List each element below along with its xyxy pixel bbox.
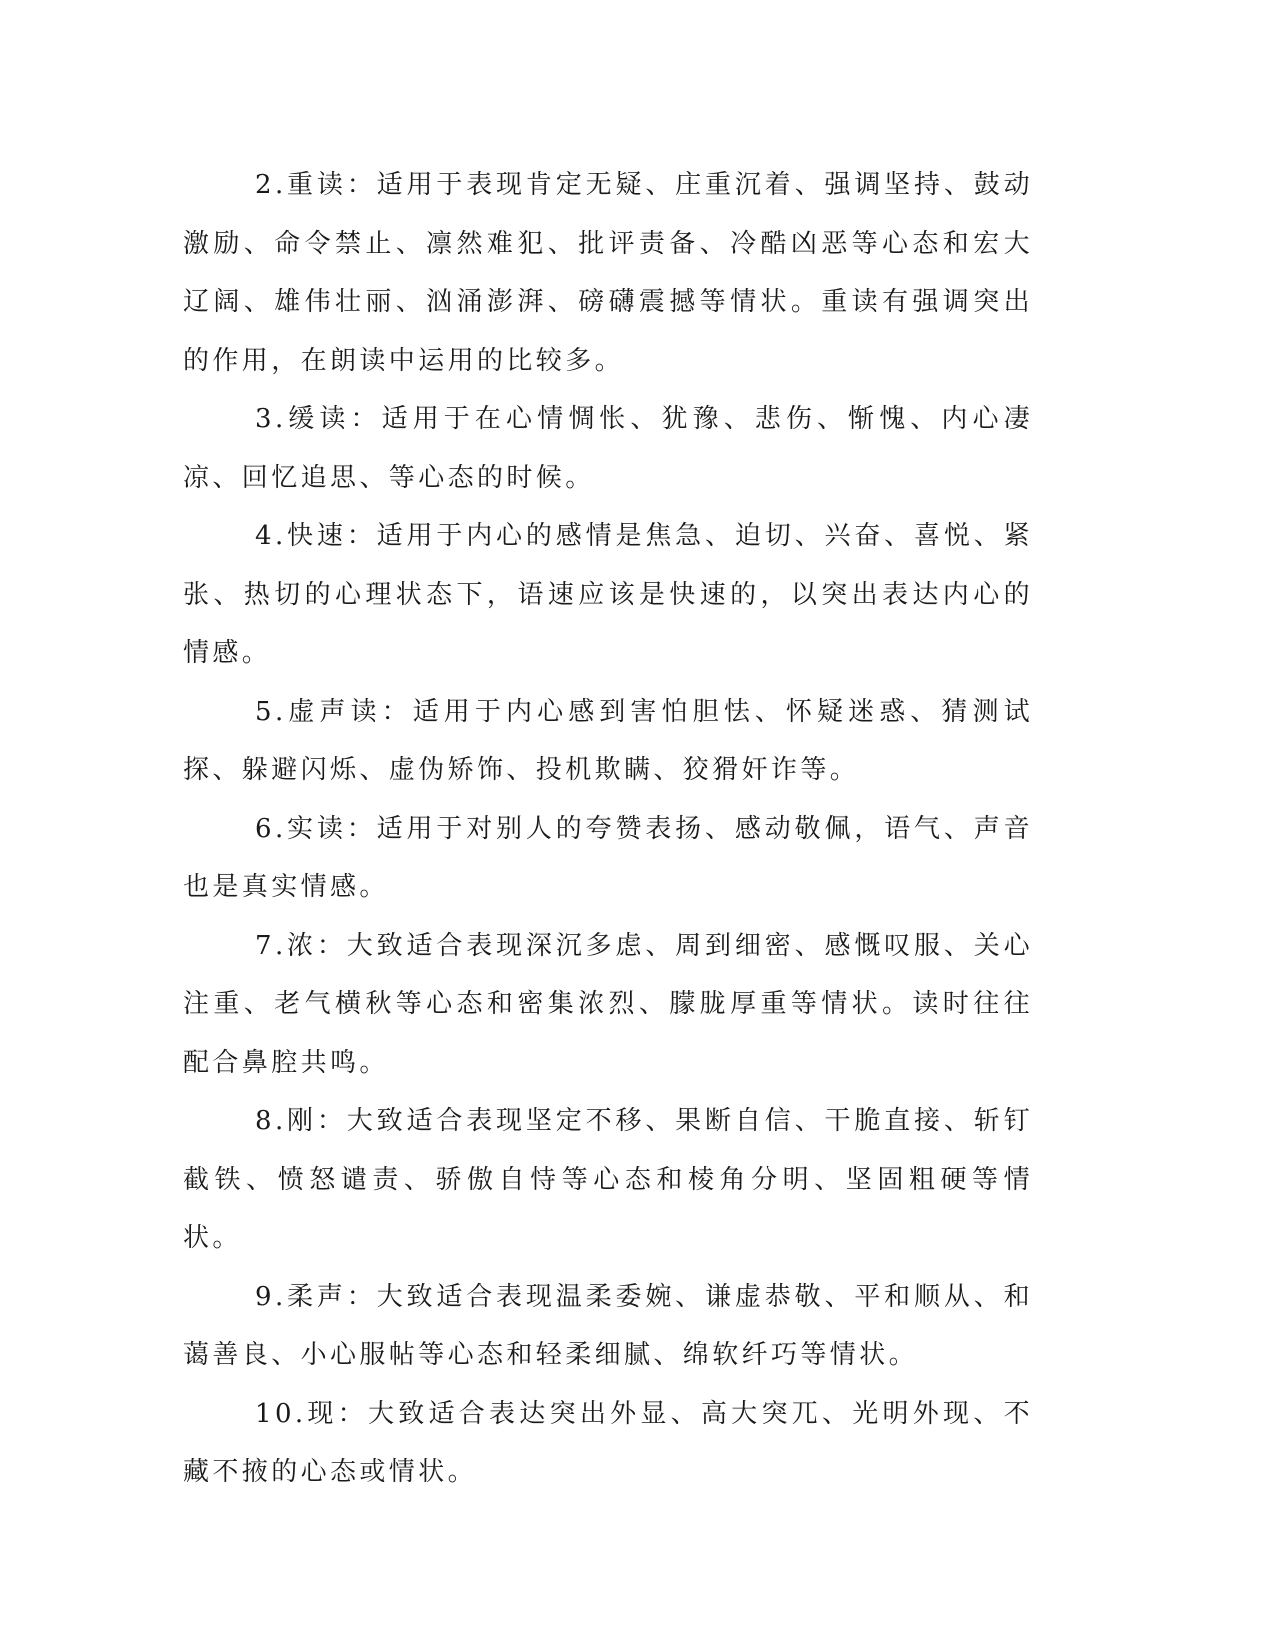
paragraph-10-bright-voice: 10.现：大致适合表达突出外显、高大突兀、光明外现、不藏不掖的心态或情状。: [183, 1398, 1033, 1487]
document-body: [183, 156, 1033, 1502]
paragraph-8-firm-voice: 8.刚：大致适合表现坚定不移、果断自信、干脆直接、斩钉截铁、愤怒谴责、骄傲自恃等心态和棱角分明、坚固粗硬等情状。: [183, 1106, 1033, 1253]
paragraph-2-stress-reading: 2.重读：适用于表现肯定无疑、庄重沉着、强调坚持、鼓动激励、命令禁止、凛然难犯、批评责备、冷酷凶恶等心态和宏大辽阔、雄伟壮丽、汹涌澎湃、磅礴震撼等情状。重读有强调突出的作用，在朗读中运用的比较多。: [183, 170, 1033, 376]
paragraph-3-slow-reading: 3.缓读：适用于在心情惆怅、犹豫、悲伤、惭愧、内心凄凉、回忆追思、等心态的时候。: [183, 404, 1033, 493]
paragraph-5-breathy-reading: 5.虚声读：适用于内心感到害怕胆怯、怀疑迷惑、猜测试探、躲避闪烁、虚伪矫饰、投机欺瞒、狡猾奸诈等。: [183, 696, 1033, 785]
paragraph-6-solid-reading: 6.实读：适用于对别人的夸赞表扬、感动敬佩，语气、声音也是真实情感。: [183, 813, 1033, 902]
paragraph-7-thick-voice: 7.浓：大致适合表现深沉多虑、周到细密、感慨叹服、关心注重、老气横秋等心态和密集浓烈、朦胧厚重等情状。读时往往配合鼻腔共鸣。: [183, 930, 1033, 1078]
paragraph-9-soft-voice: 9.柔声：大致适合表现温柔委婉、谦虚恭敬、平和顺从、和蔼善良、小心服帖等心态和轻柔细腻、绵软纤巧等情状。: [183, 1281, 1033, 1370]
paragraph-4-fast-reading: 4.快速：适用于内心的感情是焦急、迫切、兴奋、喜悦、紧张、热切的心理状态下，语速应该是快速的，以突出表达内心的情感。: [183, 521, 1033, 668]
